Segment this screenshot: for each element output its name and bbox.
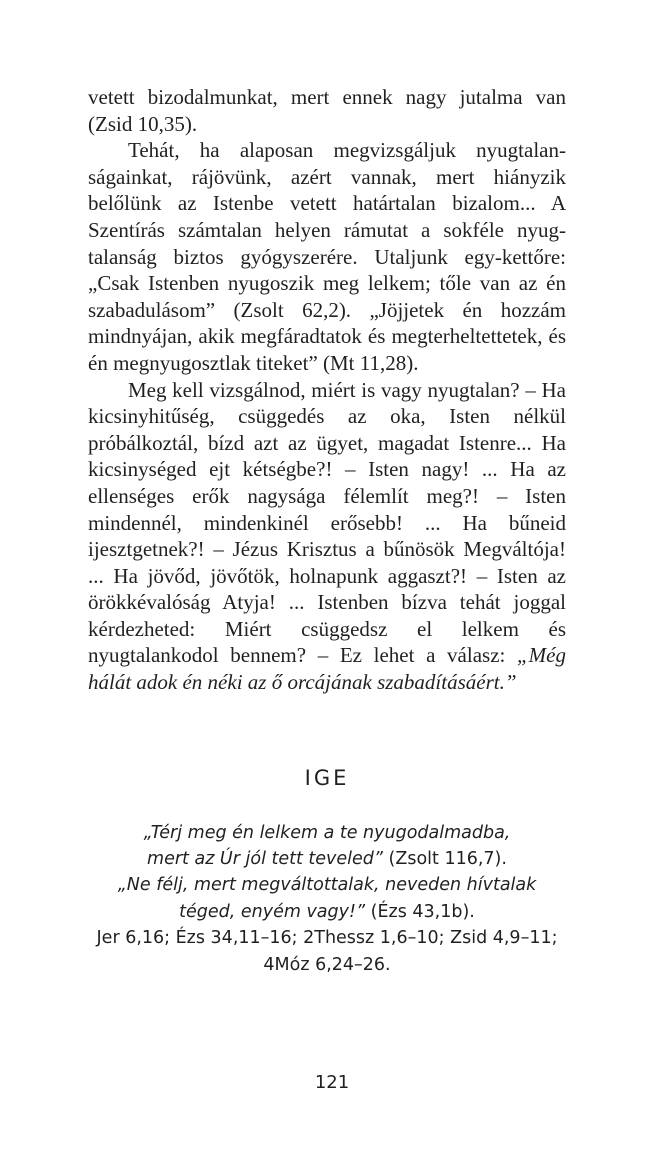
reference-line-1: Jer 6,16; Ézs 34,11–16; 2Thessz 1,6–10; Zsid 4,9–11; bbox=[96, 928, 558, 949]
reference-line-2: 4Móz 6,24–26. bbox=[263, 954, 391, 975]
verse-line-2-ref: (Zsolt 116,7). bbox=[382, 849, 507, 870]
verse-line-4-ref: (Ézs 43,1b). bbox=[365, 901, 475, 922]
closing-quote: „Még hálát adok én néki az ő orcájának szabadításáért.” bbox=[88, 643, 566, 695]
page-content bbox=[88, 84, 566, 978]
verse-line-1: „Térj meg én lelkem a te nyugodalmadba, bbox=[143, 822, 511, 843]
verse-line-2-text: mert az Úr jól tett teveled” bbox=[147, 849, 383, 870]
page-number: 121 bbox=[314, 1072, 350, 1093]
scripture-verses bbox=[88, 820, 566, 978]
section-heading: IGE bbox=[304, 765, 350, 790]
verse-line-3: „Ne félj, mert megváltottalak, neveden hívtalak bbox=[117, 875, 537, 896]
verse-line-2 bbox=[88, 846, 566, 872]
paragraph-continued: vetett bizodalmunkat, mert ennek nagy jutalma van (Zsid 10,35). bbox=[88, 85, 566, 136]
verse-line-4 bbox=[88, 899, 566, 925]
paragraph-restlessness: Tehát, ha alaposan megvizsgáljuk nyugtalanságainkat, rájövünk, azért vannak, mert hiányzik belőlünk az Istenbe vetett határtalan bizalom... A Szentírás számtalan helyen rámutat a sokféle nyugtalanság biztos gyógyszerére. Utaljunk egy-kettőre: „Csak Istenben nyugoszik meg lelkem; tőle van az én szabadulásom” (Zsolt 62,2). „Jöjjetek én hozzám mindnyájan, akik megfáradtatok és megterheltettetek, és én megnyugosztlak titeket” (Mt 11,28). bbox=[88, 138, 566, 375]
paragraph-examine bbox=[88, 377, 566, 696]
verse-line-4-text: téged, enyém vagy!” bbox=[179, 901, 366, 922]
paragraph-examine-text: Meg kell vizsgálnod, miért is vagy nyugtalan? – Ha kicsinyhitűség, csüggedés az oka, Isten nélkül próbálkoztál, bízd azt az ügyet, magadat Istenre... Ha kicsinységed ejt kétségbe?! – Isten nagy! ... Ha az ellenséges erők nagysága félemlít meg?! – Isten mindennél, mindenkinél erősebb! ... Ha bűneid ijesztgetnek?! – Jézus Krisztus a bűnösök Megváltója! ... Ha jövőd, jövőtök, holnapunk aggaszt?! – Isten az örökkévalóság Atyja! ... Istenben bízva tehát joggal kérdezheted: Miért csüggedsz el lelkem és nyugtalankodol bennem? – Ez lehet a válasz: bbox=[88, 377, 566, 668]
